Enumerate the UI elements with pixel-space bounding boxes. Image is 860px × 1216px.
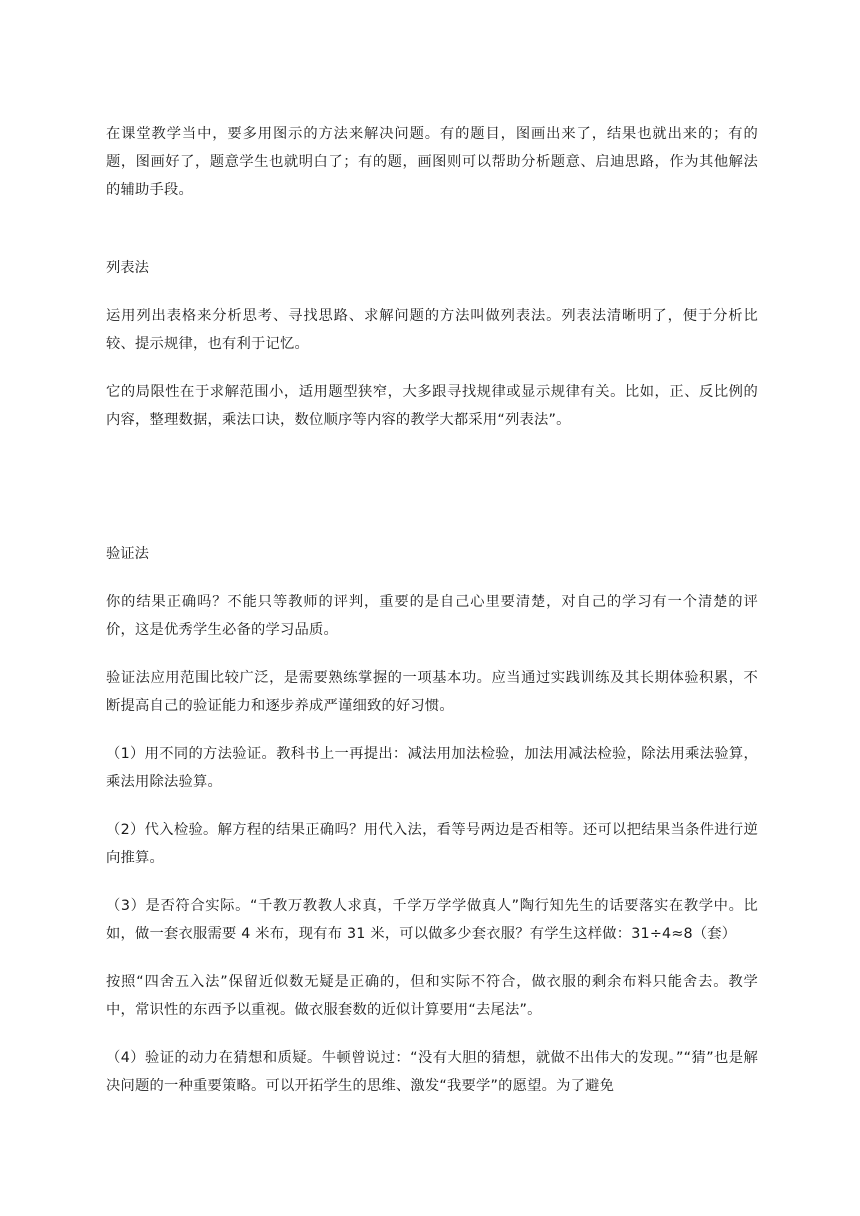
verification-item-2: （2）代入检验。解方程的结果正确吗？用代入法，看等号两边是否相等。还可以把结果当条件进行逆向推算。 xyxy=(106,822,758,866)
verification-paragraph-1: 你的结果正确吗？不能只等教师的评判，重要的是自己心里要清楚，对自己的学习有一个清楚的评价，这是优秀学生必备的学习品质。 xyxy=(106,594,758,638)
verification-item-1: （1）用不同的方法验证。教科书上一再提出：减法用加法检验，加法用减法检验，除法用乘法验算，乘法用除法验算。 xyxy=(106,746,758,790)
table-method-paragraph-2: 它的局限性在于求解范围小，适用题型狭窄，大多跟寻找规律或显示规律有关。比如，正、反比例的内容，整理数据，乘法口诀，数位顺序等内容的教学大都采用“列表法”。 xyxy=(106,384,758,428)
verification-paragraph-rounding: 按照“四舍五入法”保留近似数无疑是正确的，但和实际不符合，做衣服的剩余布料只能舍去。教学中，常识性的东西予以重视。做衣服套数的近似计算要用“去尾法”。 xyxy=(106,974,758,1018)
section-title-table-method: 列表法 xyxy=(106,260,149,276)
table-method-paragraph-1: 运用列出表格来分析思考、寻找思路、求解问题的方法叫做列表法。列表法清晰明了，便于分析比较、提示规律，也有利于记忆。 xyxy=(106,308,758,352)
intro-paragraph: 在课堂教学当中，要多用图示的方法来解决问题。有的题目，图画出来了，结果也就出来的；有的题，图画好了，题意学生也就明白了；有的题，画图则可以帮助分析题意、启迪思路，作为其他解法的辅助手段。 xyxy=(106,126,758,198)
section-title-verification-method: 验证法 xyxy=(106,546,149,562)
document-page xyxy=(106,120,758,1100)
verification-paragraph-2: 验证法应用范围比较广泛，是需要熟练掌握的一项基本功。应当通过实践训练及其长期体验积累，不断提高自己的验证能力和逐步养成严谨细致的好习惯。 xyxy=(106,670,758,714)
verification-item-4: （4）验证的动力在猜想和质疑。牛顿曾说过：“没有大胆的猜想，就做不出伟大的发现。”“猜”也是解决问题的一种重要策略。可以开拓学生的思维、激发“我要学”的愿望。为了避免 xyxy=(106,1050,758,1094)
verification-item-3: （3）是否符合实际。“千教万教教人求真，千学万学学做真人”陶行知先生的话要落实在教学中。比如，做一套衣服需要 4 米布，现有布 31 米，可以做多少套衣服？有学生这样做：31÷4≈8（套） xyxy=(106,898,758,942)
